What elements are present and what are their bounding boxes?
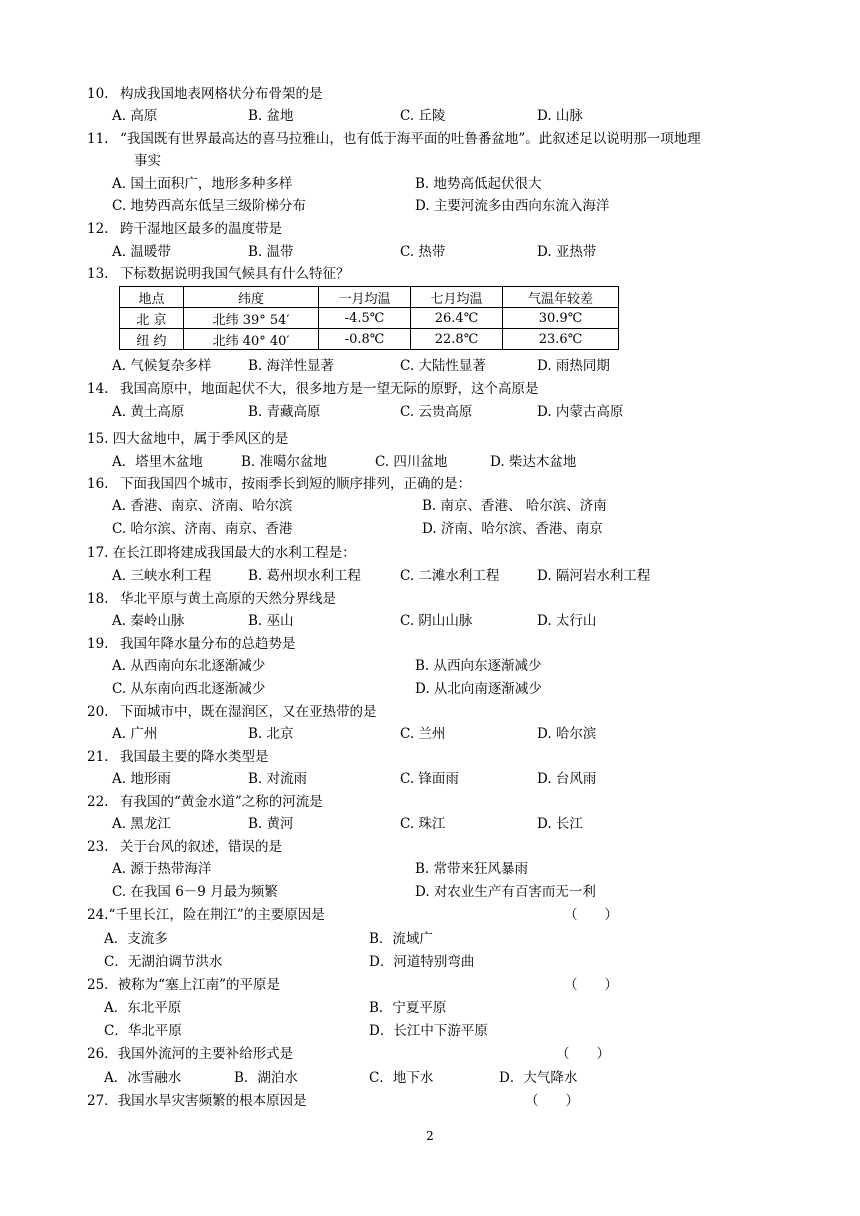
table-header-cell: 七月均温	[411, 287, 503, 308]
question-16-number: 16.	[87, 476, 109, 492]
table-header-row	[120, 287, 619, 308]
question-22-number: 22.	[87, 794, 109, 810]
table-header-cell: 一月均温	[319, 287, 411, 308]
question-17-stem: 17. 在长江即将建成我国最大的水利工程是：	[87, 545, 356, 561]
question-24-stem: 24.“千里长江，险在荆江”的主要原因是	[87, 907, 325, 923]
question-19-option-a: A. 从西南向东北逐渐减少	[112, 658, 266, 674]
question-22-stem: 有我国的“黄金水道”之称的河流是	[120, 794, 323, 810]
answer-paren: （ ）	[556, 1046, 610, 1062]
question-16-option-c: C. 哈尔滨、济南、南京、香港	[112, 521, 293, 537]
question-21-option-b: B. 对流雨	[248, 771, 308, 787]
question-12-option-d: D. 亚热带	[537, 244, 597, 260]
question-18-option-b: B. 巫山	[248, 613, 294, 629]
question-11-option-b: B. 地势高低起伏很大	[415, 176, 542, 192]
question-10-stem: 构成我国地表网格状分布骨架的是	[120, 86, 323, 102]
question-12-stem: 跨干湿地区最多的温度带是	[120, 221, 282, 237]
question-26-option-d: D．大气降水	[499, 1070, 578, 1086]
answer-paren: （ ）	[564, 907, 618, 923]
table-header-cell: 气温年较差	[503, 287, 619, 308]
question-23-option-b: B. 常带来狂风暴雨	[415, 861, 529, 877]
table-cell: 23.6℃	[503, 329, 619, 350]
question-22-option-b: B. 黄河	[248, 816, 294, 832]
question-17-option-c: C. 二滩水利工程	[400, 568, 500, 584]
table-cell: -4.5℃	[319, 308, 411, 329]
climate-table	[119, 286, 619, 350]
question-25-stem: 25．被称为“塞上江南”的平原是	[87, 977, 280, 993]
table-cell: 北纬 39° 54′	[184, 308, 319, 329]
question-20-number: 20.	[87, 704, 109, 720]
question-11-option-c: C. 地势西高东低呈三级阶梯分布	[112, 198, 306, 214]
question-23-option-c: C. 在我国 6－9 月最为频繁	[112, 884, 278, 900]
question-20-option-a: A. 广州	[112, 726, 158, 742]
question-18-stem: 华北平原与黄土高原的天然分界线是	[120, 591, 336, 607]
question-10-number: 10.	[87, 86, 109, 102]
question-12-option-a: A. 温暖带	[112, 244, 171, 260]
table-cell: 北纬 40° 40′	[184, 329, 319, 350]
question-16-option-b: B. 南京、香港、 哈尔滨、济南	[422, 498, 607, 514]
question-11-number: 11.	[87, 131, 109, 147]
question-25-option-d: D．长江中下游平原	[369, 1023, 488, 1039]
question-14-option-d: D. 内蒙古高原	[537, 404, 624, 420]
table-cell: 26.4℃	[411, 308, 503, 329]
question-11-option-d: D. 主要河流多由西向东流入海洋	[415, 198, 610, 214]
question-24-option-c: C．无湖泊调节洪水	[104, 954, 223, 970]
question-13-option-a: A. 气候复杂多样	[112, 358, 212, 374]
question-16-stem: 下面我国四个城市，按雨季长到短的顺序排列，正确的是：	[120, 476, 471, 492]
question-14-number: 14.	[87, 381, 109, 397]
question-15-option-d: D. 柴达木盆地	[490, 454, 577, 470]
table-header-cell: 地点	[120, 287, 184, 308]
question-15-option-a: A．塔里木盆地	[112, 454, 203, 470]
question-21-option-d: D. 台风雨	[537, 771, 597, 787]
table-cell: 纽 约	[120, 329, 184, 350]
question-21-number: 21.	[87, 749, 109, 765]
question-24-option-b: B．流域广	[369, 931, 433, 947]
question-26-option-a: A．冰雪融水	[104, 1070, 182, 1086]
question-12-option-b: B. 温带	[248, 244, 294, 260]
question-21-option-c: C. 锋面雨	[400, 771, 459, 787]
question-21-option-a: A. 地形雨	[112, 771, 171, 787]
question-15-option-c: C. 四川盆地	[375, 454, 448, 470]
answer-paren: （ ）	[564, 977, 618, 993]
table-header-cell: 纬度	[184, 287, 319, 308]
question-22-option-a: A. 黑龙江	[112, 816, 171, 832]
table-cell: -0.8℃	[319, 329, 411, 350]
question-23-number: 23.	[87, 839, 109, 855]
question-20-option-c: C. 兰州	[400, 726, 446, 742]
question-18-number: 18.	[87, 591, 109, 607]
question-26-stem: 26．我国外流河的主要补给形式是	[87, 1046, 294, 1062]
question-13-option-b: B. 海洋性显著	[248, 358, 335, 374]
table-row	[120, 329, 619, 350]
question-17-option-d: D. 隔河岩水利工程	[537, 568, 651, 584]
question-13-option-c: C. 大陆性显著	[400, 358, 486, 374]
question-10-option-b: B. 盆地	[248, 108, 294, 124]
table-cell: 北 京	[120, 308, 184, 329]
question-13-number: 13.	[87, 266, 109, 282]
question-11-stem-continued: 事实	[134, 153, 161, 169]
question-14-option-c: C. 云贵高原	[400, 404, 473, 420]
answer-paren: （ ）	[525, 1093, 579, 1109]
question-21-stem: 我国最主要的降水类型是	[120, 749, 269, 765]
question-13-option-d: D. 雨热同期	[537, 358, 610, 374]
question-14-option-a: A. 黄土高原	[112, 404, 185, 420]
question-23-stem: 关于台风的叙述，错误的是	[120, 839, 282, 855]
question-24-option-a: A．支流多	[104, 931, 168, 947]
question-14-option-b: B. 青藏高原	[248, 404, 321, 420]
question-13-stem: 下标数据说明我国气候具有什么特征？	[120, 266, 350, 282]
question-15-option-b: B. 准噶尔盆地	[241, 454, 328, 470]
question-27-stem: 27．我国水旱灾害频繁的根本原因是	[87, 1093, 307, 1109]
question-14-stem: 我国高原中，地面起伏不大，很多地方是一望无际的原野，这个高原是	[120, 381, 539, 397]
question-22-option-c: C. 珠江	[400, 816, 446, 832]
question-20-option-b: B. 北京	[248, 726, 294, 742]
question-19-option-c: C. 从东南向西北逐渐减少	[112, 681, 266, 697]
question-10-option-a: A. 高原	[112, 108, 158, 124]
page-number: 2	[426, 1129, 434, 1143]
question-26-option-c: C．地下水	[369, 1070, 434, 1086]
question-24-option-d: D．河道特别弯曲	[369, 954, 475, 970]
question-20-option-d: D. 哈尔滨	[537, 726, 597, 742]
question-19-number: 19.	[87, 636, 109, 652]
question-12-option-c: C. 热带	[400, 244, 446, 260]
question-11-option-a: A. 国土面积广，地形多种多样	[112, 176, 293, 192]
question-16-option-a: A. 香港、南京、济南、哈尔滨	[112, 498, 293, 514]
question-10-option-c: C. 丘陵	[400, 108, 446, 124]
question-25-option-b: B．宁夏平原	[369, 1000, 447, 1016]
question-17-option-a: A. 三峡水利工程	[112, 568, 212, 584]
question-17-option-b: B. 葛州坝水利工程	[248, 568, 362, 584]
question-18-option-a: A. 秦岭山脉	[112, 613, 185, 629]
question-20-stem: 下面城市中，既在湿润区，又在亚热带的是	[120, 704, 377, 720]
table-cell: 22.8℃	[411, 329, 503, 350]
question-19-option-b: B. 从西向东逐渐减少	[415, 658, 542, 674]
table-cell: 30.9℃	[503, 308, 619, 329]
question-23-option-d: D. 对农业生产有百害而无一利	[415, 884, 596, 900]
question-10-option-d: D. 山脉	[537, 108, 583, 124]
question-12-number: 12.	[87, 221, 109, 237]
question-25-option-c: C．华北平原	[104, 1023, 182, 1039]
question-26-option-b: B．湖泊水	[234, 1070, 298, 1086]
question-19-stem: 我国年降水量分布的总趋势是	[120, 636, 296, 652]
question-23-option-a: A. 源于热带海洋	[112, 861, 212, 877]
table-row	[120, 308, 619, 329]
question-11-stem: “我国既有世界最高达的喜马拉雅山，也有低于海平面的吐鲁番盆地”。此叙述足以说明那一项地理	[120, 131, 701, 147]
question-15-stem: 15. 四大盆地中，属于季风区的是	[87, 431, 289, 447]
question-18-option-c: C. 阴山山脉	[400, 613, 473, 629]
question-19-option-d: D. 从北向南逐渐减少	[415, 681, 542, 697]
question-18-option-d: D. 太行山	[537, 613, 597, 629]
question-25-option-a: A．东北平原	[104, 1000, 182, 1016]
question-16-option-d: D. 济南、哈尔滨、香港、南京	[422, 521, 603, 537]
question-22-option-d: D. 长江	[537, 816, 583, 832]
